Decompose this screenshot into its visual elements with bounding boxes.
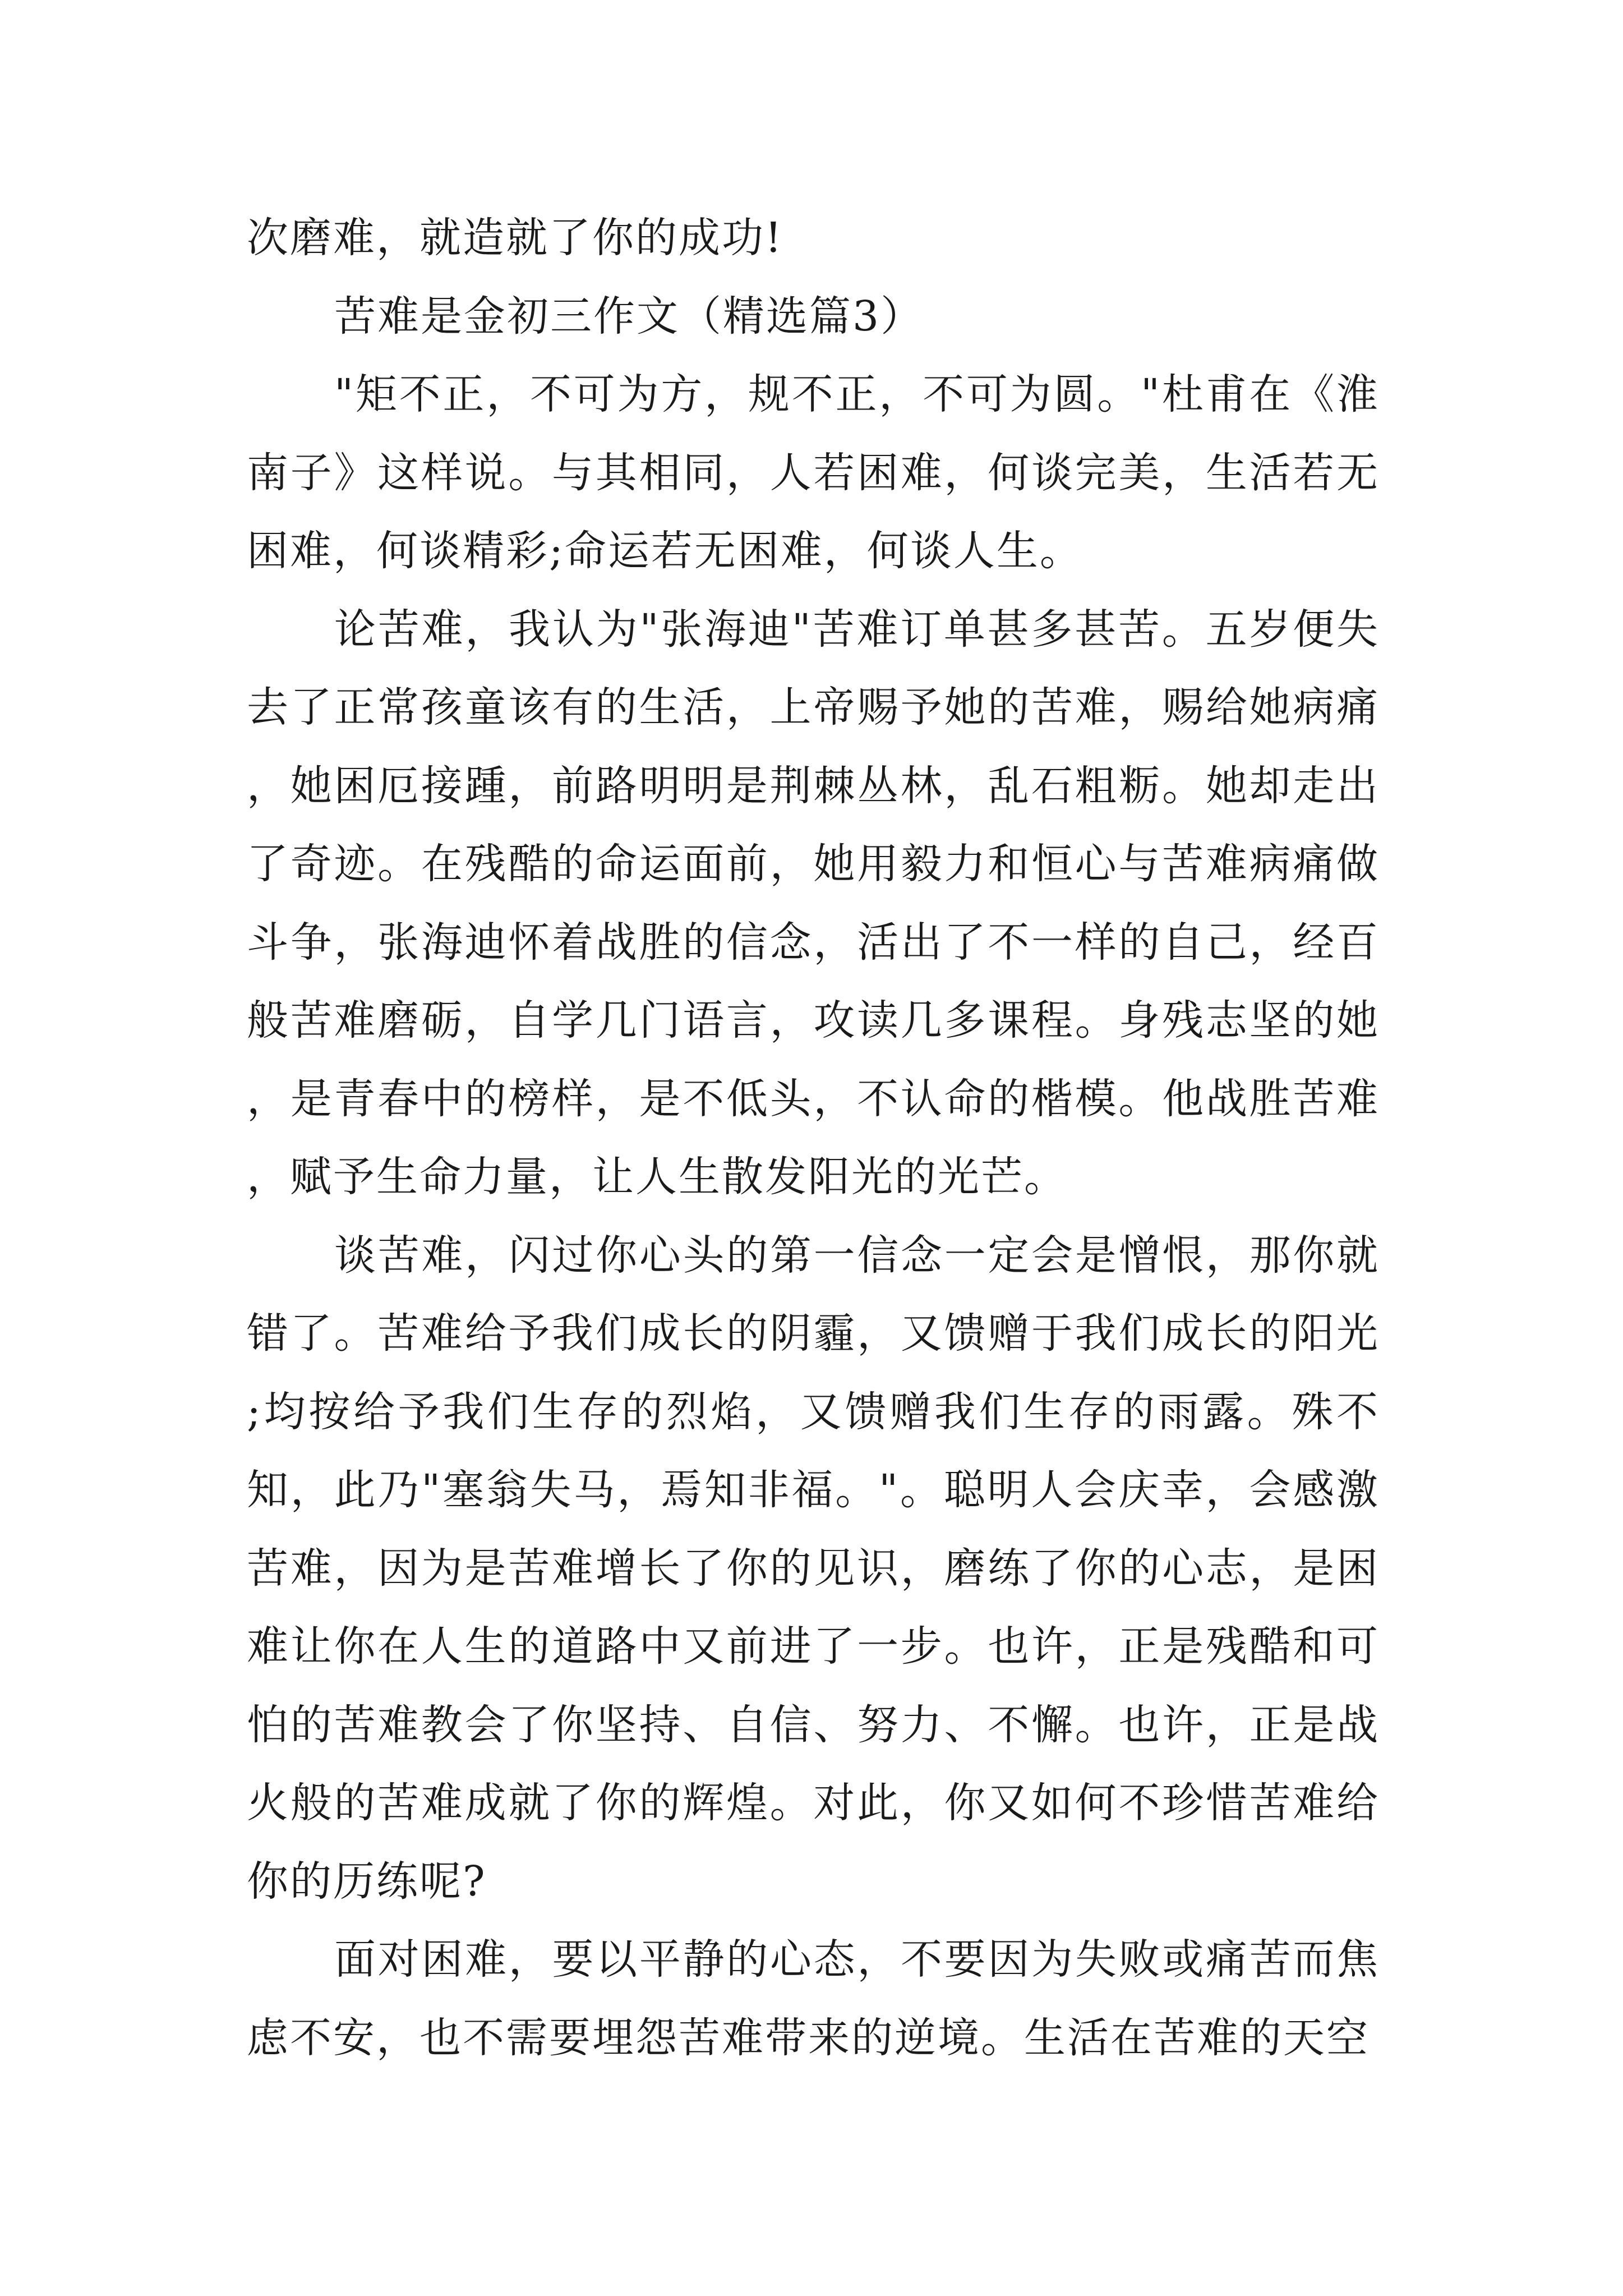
continuation-paragraph: 次磨难，就造就了你的成功! [247, 214, 783, 262]
body-paragraph: 论苦难，我认为"张海迪"苦难订单甚多甚苦。五岁便失去了正常孩童该有的生活，上帝赐予她的苦难，赐给她病痛，她困厄接踵，前路明明是荆棘丛林，乱石粗粝。她却走出了奇迹。在残酷的命运面前，她用毅力和恒心与苦难病痛做斗争，张海迪怀着战胜的信念，活出了不一样的自己，经百般苦难磨砺，自学几门语言，攻读几多课程。身残志坚的她，是青春中的榜样，是不低头，不认命的楷模。他战胜苦难，赋予生命力量，让人生散发阳光的光芒。 [247, 605, 1380, 1201]
body-paragraph: 面对困难，要以平静的心态，不要因为失败或痛苦而焦虑不安，也不需要埋怨苦难带来的逆境。生活在苦难的天空 [247, 1935, 1380, 2062]
body-paragraph: 谈苦难，闪过你心头的第一信念一定会是憎恨，那你就错了。苦难给予我们成长的阴霾，又馈赠于我们成长的阳光;均按给予我们生存的烈焰，又馈赠我们生存的雨露。殊不知，此乃"塞翁失马，焉知非福。"。聪明人会庆幸，会感激苦难，因为是苦难增长了你的见识，磨练了你的心志，是困难让你在人生的道路中又前进了一步。也许，正是残酷和可怕的苦难教会了你坚持、自信、努力、不懈。也许，正是战火般的苦难成就了你的辉煌。对此，你又如何不珍惜苦难给你的历练呢? [247, 1231, 1380, 1906]
essay-heading: 苦难是金初三作文（精选篇3） [334, 292, 924, 341]
document-body [247, 199, 1380, 2077]
body-paragraph: "矩不正，不可为方，规不正，不可为圆。"杜甫在《淮南子》这样说。与其相同，人若困难，何谈完美，生活若无困难，何谈精彩;命运若无困难，何谈人生。 [247, 370, 1380, 575]
